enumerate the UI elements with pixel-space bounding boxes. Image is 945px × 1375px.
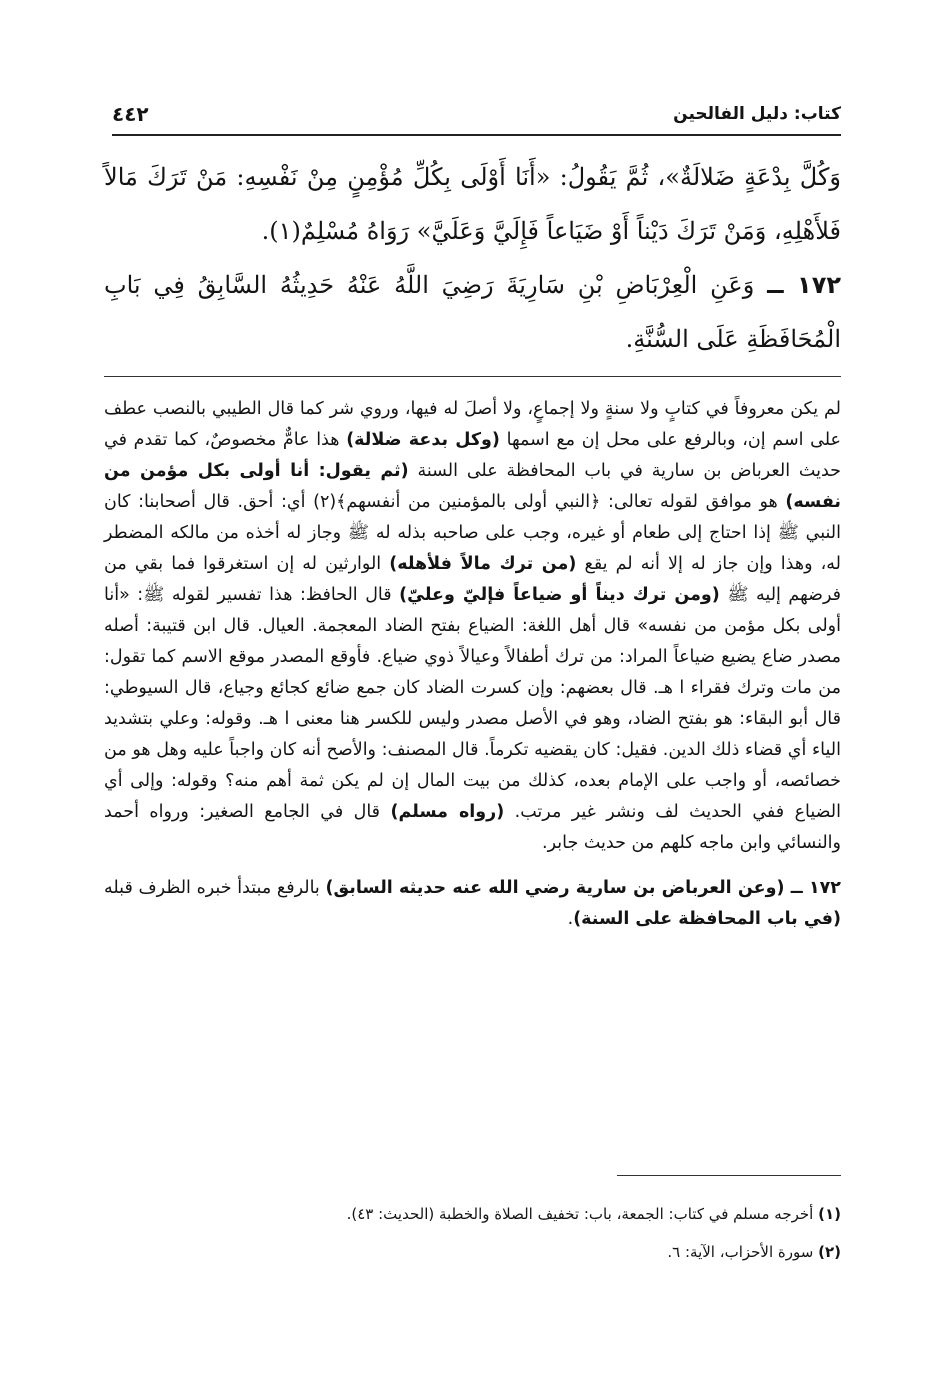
commentary-paragraph-172 <box>104 873 841 935</box>
footnotes <box>104 1198 841 1274</box>
hadith-paragraph-172 <box>104 258 841 366</box>
page-header <box>112 96 841 132</box>
footnote-rule <box>617 1175 841 1176</box>
hadith-line: وَكُلَّ بِدْعَةٍ ضَلالَةٌ»، ثُمَّ يَقُولُ: «أَنَا أَوْلَى بِكُلِّ مُؤْمِنٍ مِنْ نَفْسِهِ: مَنْ تَرَكَ مَالاً فَلأَهْلِهِ، <box>104 163 841 245</box>
commentary <box>104 394 841 935</box>
quoted-phrase: ١٧٢ ــ (وعن العرباض بن سارية رضي الله عنه حديثه السابق) <box>325 878 841 898</box>
hadith-line: وَمَنْ تَرَكَ دَيْناً أَوْ ضَيَاعاً فَإِلَيَّ وَعَلَيَّ» رَوَاهُ مُسْلِمٌ(١). <box>261 217 767 245</box>
commentary-text: لم يكن معروفاً في كتابٍ ولا سنةٍ ولا إجماعٍ، ولا أصلَ له فيها، وروي شر كما قال الطيبي بالنصب عطف على اسم إن، وبالرفع على محل إن مع اسمها <box>104 399 841 450</box>
hadith-text <box>104 150 841 366</box>
commentary-text: . <box>567 909 574 929</box>
hadith-line: وَعَنِ الْعِرْبَاضِ بْنِ سَارِيَةَ رَضِيَ اللَّهُ عَنْهُ حَدِيثُهُ السَّابِقُ فِي بَابِ الْمُحَافَظَةِ عَلَى السُّنَّةِ. <box>104 271 841 353</box>
quoted-phrase: (وكل بدعة ضلالة) <box>346 430 500 450</box>
footnote-2 <box>104 1236 841 1268</box>
header-rule <box>112 134 841 136</box>
quoted-phrase: (ومن ترك ديناً أو ضياعاً فإليّ وعليّ) <box>399 585 720 605</box>
footnote-marker: (١) <box>818 1205 841 1223</box>
footnote-text: أخرجه مسلم في كتاب: الجمعة، باب: تخفيف الصلاة والخطبة (الحديث: ٤٣). <box>346 1205 814 1223</box>
commentary-text: بالرفع مبتدأ خبره الظرف قبله <box>104 878 326 898</box>
commentary-text: قال في الجامع الصغير: ورواه أحمد والنسائي وابن ماجه كلهم من حديث جابر. <box>104 802 841 853</box>
page-number: ٤٤٢ <box>112 102 149 126</box>
quoted-phrase: (من ترك مالاً فلأهله) <box>389 554 577 574</box>
commentary-text: هو موافق لقوله تعالى: ﴿النبي أولى بالمؤمنين من أنفسهم﴾(٢) أي: أحق. قال أصحابنا: كان النبي ﷺ إذا احتاج إلى طعام أو غيره، وجب على صاحبه بذله له ﷺ وجاز له أخذه من مالكه المضطر له، وهذا وإن جاز له إلا أنه لم يقع <box>104 492 842 574</box>
hadith-paragraph <box>104 150 841 258</box>
footnote-marker: (٢) <box>818 1243 841 1261</box>
quoted-phrase: (في باب المحافظة على السنة) <box>573 909 841 929</box>
commentary-text: الوارثين له إن استغرقوا فما بقي من فرضهم إليه ﷺ <box>104 554 842 605</box>
commentary-paragraph <box>104 394 841 859</box>
quoted-phrase: (رواه مسلم) <box>390 802 505 822</box>
footnote-text: سورة الأحزاب، الآية: ٦. <box>667 1243 814 1261</box>
quoted-phrase: (ثم يقول: أنا أولى بكل مؤمن من نفسه) <box>104 461 841 512</box>
running-title: كتاب: دليل الفالحين <box>673 104 841 124</box>
footnote-1 <box>104 1198 841 1230</box>
commentary-text: هذا عامٌّ مخصوصٌ، كما تقدم في حديث العرباض بن سارية في باب المحافظة على السنة <box>104 430 841 481</box>
hadith-number: ١٧٢ ــ <box>767 271 841 299</box>
section-divider <box>104 376 841 377</box>
commentary-text: قال الحافظ: هذا تفسير لقوله ﷺ: «أنا أولى بكل مؤمن من نفسه» قال أهل اللغة: الضياع بفتح الضاد المعجمة. العيال. قال ابن قتيبة: أصله مصدر ضاع يضيع ضياعاً المراد: من ترك أطفالاً وعيالاً ذوي ضياع. فأوقع المصدر موقع الاسم كما تقول: من مات وترك فقراء ا هـ. قال بعضهم: وإن كسرت الضاد كان جمع ضائع كجائع وجياع، قال السيوطي: قال أبو البقاء: هو بفتح الضاد، وهو في الأصل مصدر وليس للكسر هنا معنى ا هـ. وقوله: وعلي بتشديد الياء أي قضاء ذلك الدين. فقيل: كان يقضيه تكرماً. قال المصنف: والأصح أنه كان واجباً عليه وهل هو من خصائصه، أو واجب على الإمام بعده، كذلك من بيت المال إن لم يكن ثمة أهم منه؟ وقوله: وإلى أي الضياع ففي الحديث لف ونشر غير مرتب. <box>104 585 841 822</box>
